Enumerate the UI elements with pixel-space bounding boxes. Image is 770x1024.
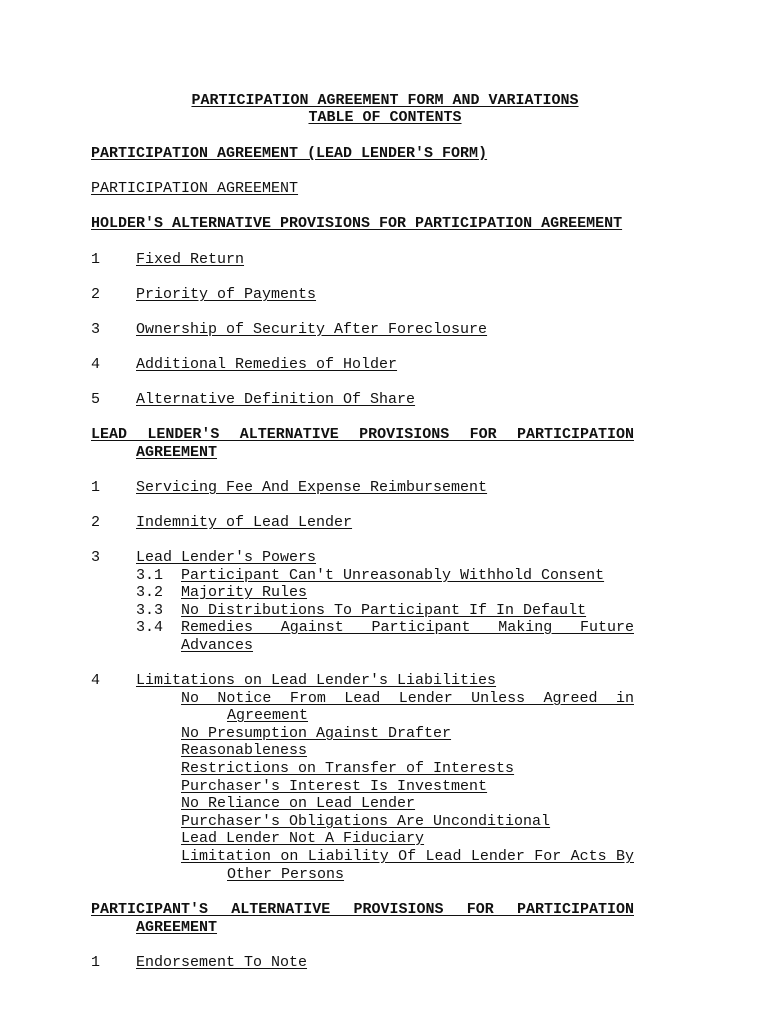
document-title: PARTICIPATION AGREEMENT FORM AND VARIATIONS <box>191 92 579 109</box>
toc-sublink[interactable]: Limitation on Liability Of Lead Lender For Acts By <box>181 848 634 865</box>
item-number: 5 <box>91 391 101 408</box>
toc-sublink-cont[interactable]: Advances <box>181 637 254 654</box>
item-number: 3 <box>91 321 101 338</box>
toc-sublink[interactable]: Purchaser's Interest Is Investment <box>181 778 488 795</box>
toc-link[interactable]: Servicing Fee And Expense Reimbursement <box>136 479 488 496</box>
toc-link[interactable]: Priority of Payments <box>136 286 317 303</box>
toc-link[interactable]: Ownership of Security After Foreclosure <box>136 321 488 338</box>
toc-sublink[interactable]: Reasonableness <box>181 742 308 759</box>
sub-number: 3.4 <box>136 619 164 636</box>
item-number: 4 <box>91 356 101 373</box>
toc-link[interactable]: Alternative Definition Of Share <box>136 391 416 408</box>
toc-holder-heading[interactable]: HOLDER'S ALTERNATIVE PROVISIONS FOR PARTICIPATION AGREEMENT <box>91 215 623 232</box>
toc-participation-agreement[interactable]: PARTICIPATION AGREEMENT <box>91 180 299 197</box>
toc-sublink[interactable]: Majority Rules <box>181 584 308 601</box>
toc-sublink[interactable]: Lead Lender Not A Fiduciary <box>181 830 425 847</box>
sub-number: 3.3 <box>136 602 164 619</box>
toc-link[interactable]: Additional Remedies of Holder <box>136 356 398 373</box>
toc-section-lead-lender-form[interactable]: PARTICIPATION AGREEMENT (LEAD LENDER'S FORM) <box>91 145 488 162</box>
sub-number: 3.2 <box>136 584 164 601</box>
toc-sublink[interactable]: No Notice From Lead Lender Unless Agreed in <box>181 690 634 707</box>
toc-sublink[interactable]: Participant Can't Unreasonably Withhold Consent <box>181 567 605 584</box>
toc-sublink-cont[interactable]: Agreement <box>227 707 309 724</box>
item-number: 1 <box>91 251 101 268</box>
document-subtitle: TABLE OF CONTENTS <box>308 109 462 126</box>
toc-sublink[interactable]: Purchaser's Obligations Are Unconditional <box>181 813 551 830</box>
toc-sublink[interactable]: No Distributions To Participant If In Default <box>181 602 587 619</box>
item-number: 3 <box>91 549 101 566</box>
toc-participant-heading[interactable]: PARTICIPANT'S ALTERNATIVE PROVISIONS FOR PARTICIPATION <box>91 901 634 918</box>
sub-number: 3.1 <box>136 567 164 584</box>
toc-sublink[interactable]: Remedies Against Participant Making Future <box>181 619 634 636</box>
toc-sublink[interactable]: No Presumption Against Drafter <box>181 725 452 742</box>
toc-participant-heading-cont[interactable]: AGREEMENT <box>136 919 218 936</box>
toc-sublink[interactable]: Restrictions on Transfer of Interests <box>181 760 515 777</box>
item-number: 1 <box>91 479 101 496</box>
toc-sublink[interactable]: No Reliance on Lead Lender <box>181 795 416 812</box>
item-number: 2 <box>91 286 101 303</box>
toc-lead-lender-heading-cont[interactable]: AGREEMENT <box>136 444 218 461</box>
item-number: 4 <box>91 672 101 689</box>
item-number: 1 <box>91 954 101 971</box>
item-number: 2 <box>91 514 101 531</box>
toc-link[interactable]: Limitations on Lead Lender's Liabilities <box>136 672 497 689</box>
toc-link[interactable]: Fixed Return <box>136 251 245 268</box>
toc-sublink-cont[interactable]: Other Persons <box>227 866 345 883</box>
toc-lead-lender-heading[interactable]: LEAD LENDER'S ALTERNATIVE PROVISIONS FOR PARTICIPATION <box>91 426 634 443</box>
toc-link[interactable]: Lead Lender's Powers <box>136 549 317 566</box>
toc-link[interactable]: Endorsement To Note <box>136 954 308 971</box>
toc-link[interactable]: Indemnity of Lead Lender <box>136 514 353 531</box>
